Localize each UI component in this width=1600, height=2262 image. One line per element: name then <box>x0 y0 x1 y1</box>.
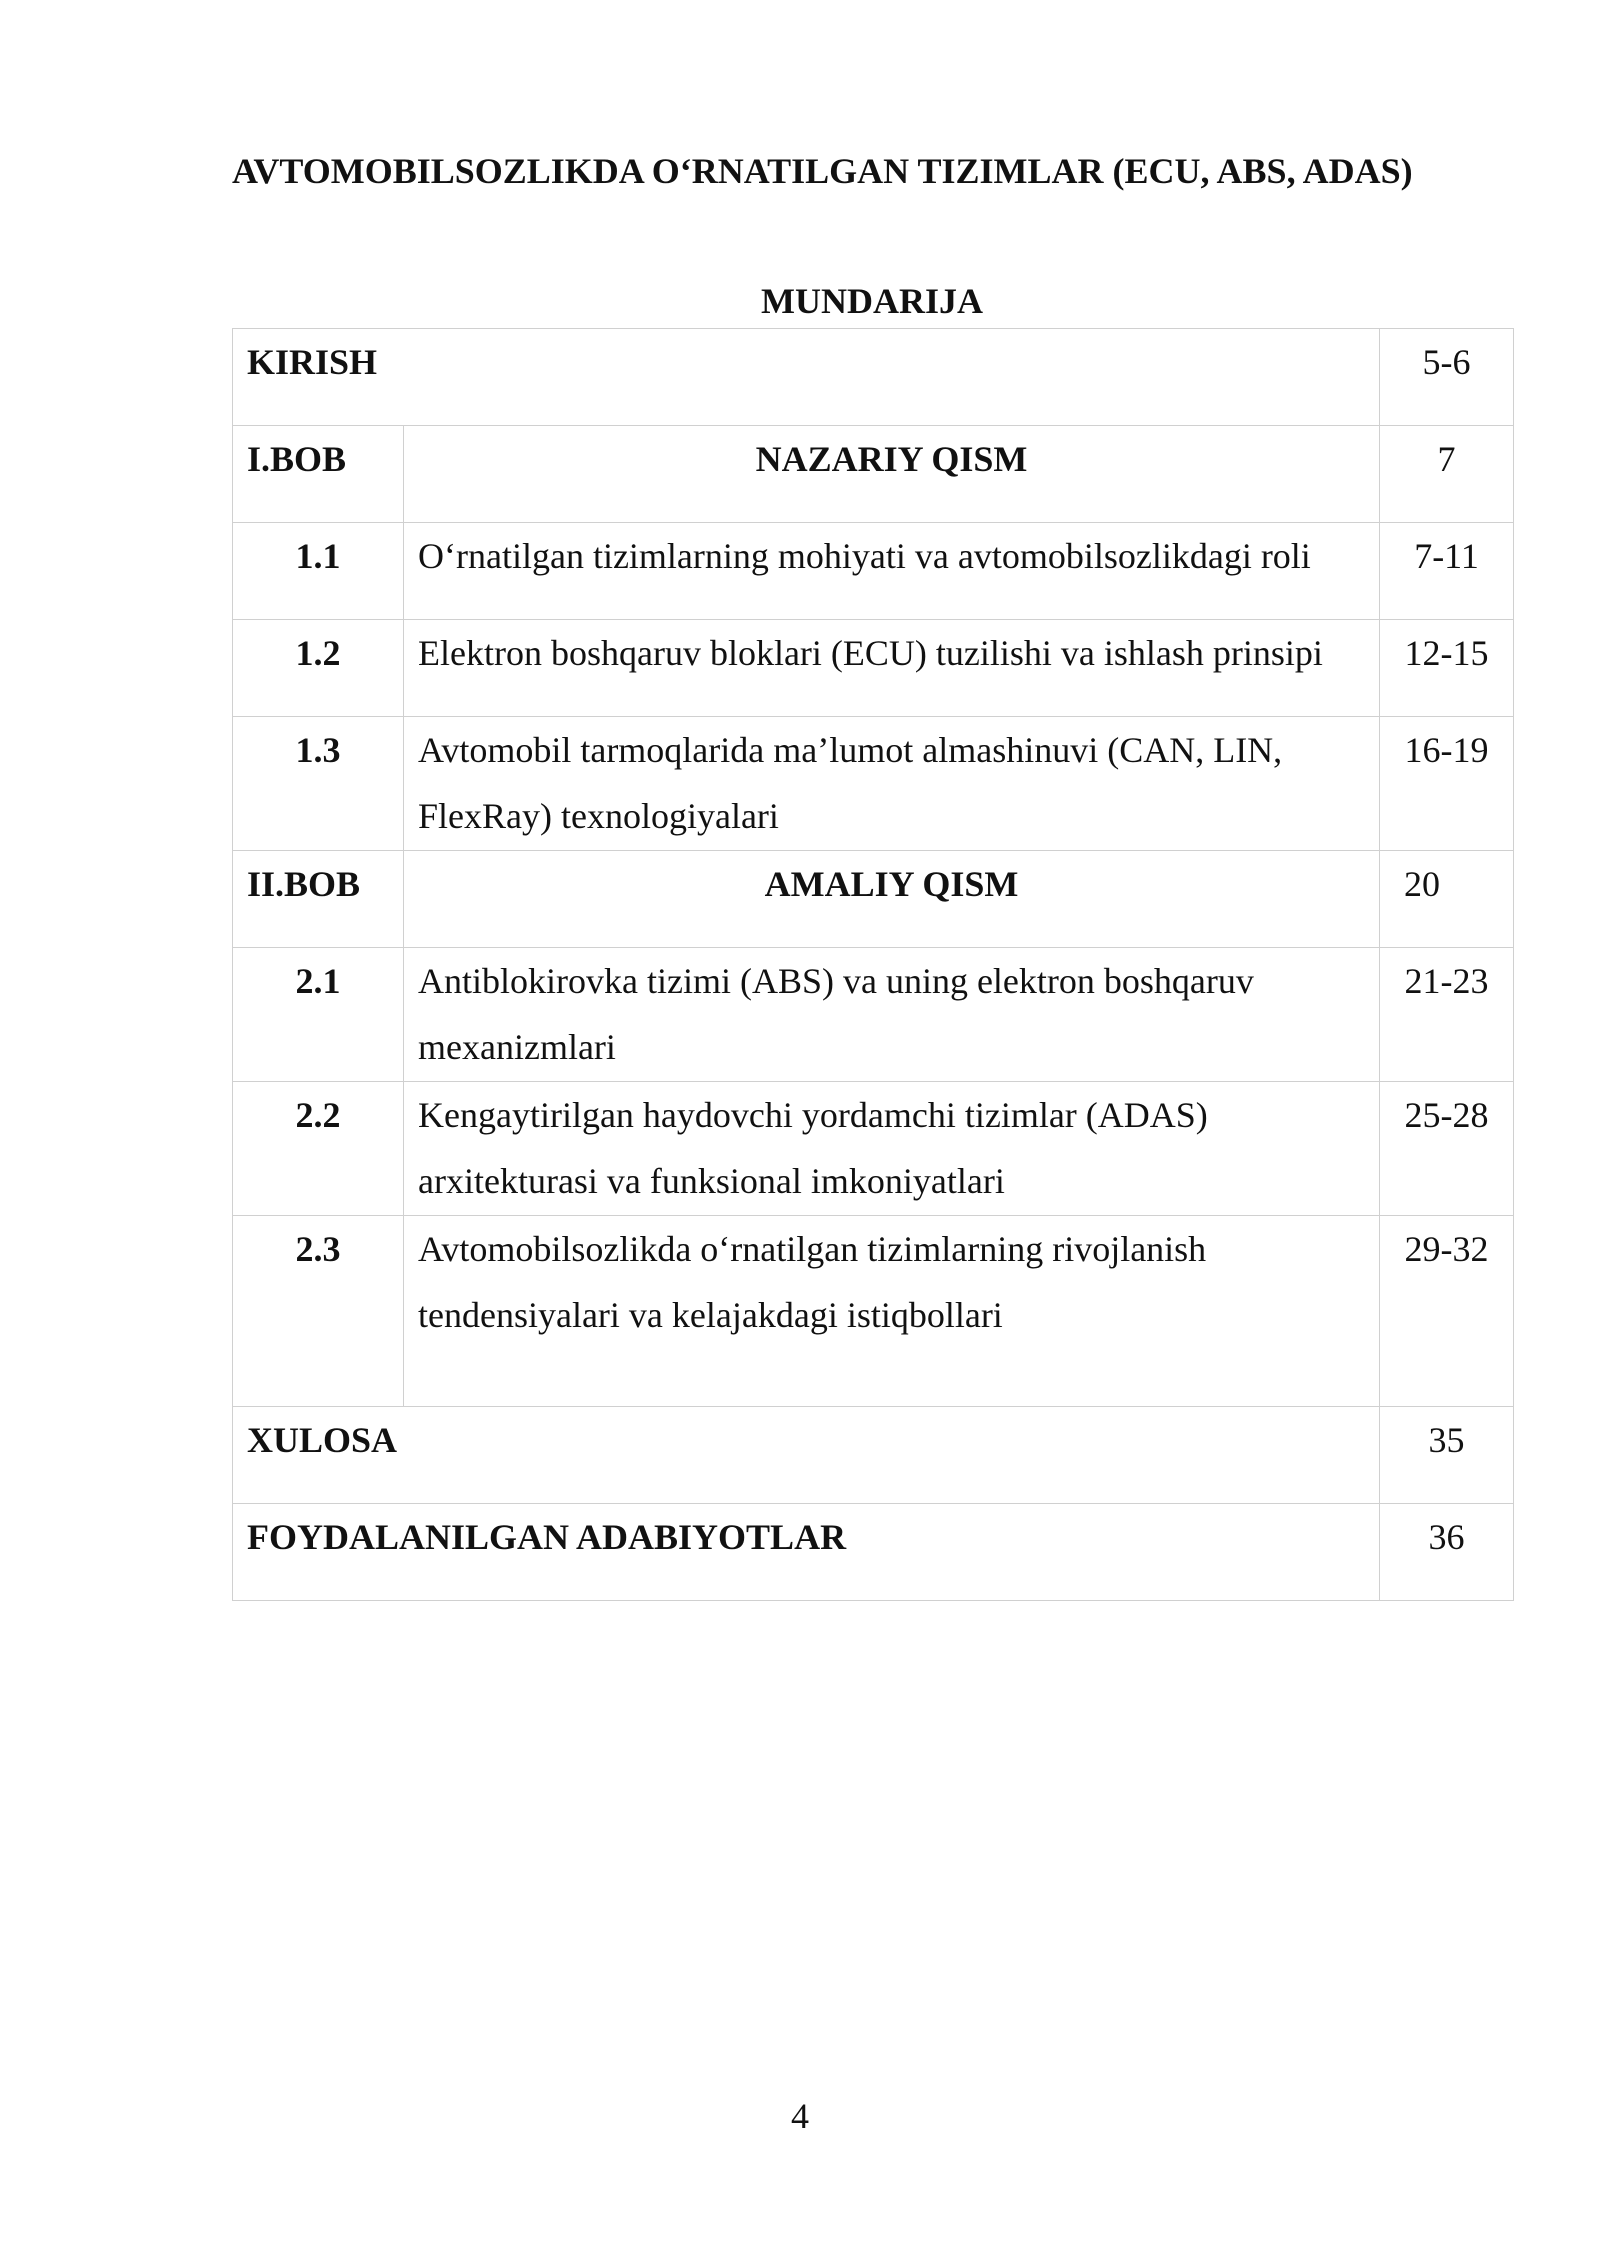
toc-row-section-2-2 <box>233 1082 1514 1216</box>
toc-row-section-2-1 <box>233 948 1514 1082</box>
toc-s2-2-num: 2.2 <box>233 1082 404 1216</box>
toc-s2-2-pages: 25-28 <box>1380 1082 1514 1216</box>
toc-chapter2-label: II.BOB <box>233 851 404 948</box>
document-title: AVTOMOBILSOZLIKDA O‘RNATILGAN TIZIMLAR (ECU, ABS, ADAS) <box>232 151 1413 191</box>
toc-intro-pages: 5-6 <box>1380 329 1514 426</box>
toc-s1-3-title: Avtomobil tarmoqlarida ma’lumot almashinuvi (CAN, LIN, FlexRay) texnologiyalari <box>404 717 1380 851</box>
toc-row-section-1-3 <box>233 717 1514 851</box>
toc-s1-3-num: 1.3 <box>233 717 404 851</box>
toc-heading: MUNDARIJA <box>761 281 983 321</box>
toc-intro-label: KIRISH <box>233 329 1380 426</box>
toc-row-conclusion <box>233 1407 1514 1504</box>
toc-row-intro <box>233 329 1514 426</box>
toc-s1-1-title: O‘rnatilgan tizimlarning mohiyati va avtomobilsozlikdagi roli <box>404 523 1380 620</box>
toc-s2-3-pages: 29-32 <box>1380 1216 1514 1407</box>
table-of-contents <box>232 328 1514 1601</box>
toc-chapter1-pages: 7 <box>1380 426 1514 523</box>
toc-s1-1-pages: 7-11 <box>1380 523 1514 620</box>
toc-s1-2-num: 1.2 <box>233 620 404 717</box>
toc-s2-2-title: Kengaytirilgan haydovchi yordamchi tizimlar (ADAS) arxitekturasi va funksional imkoniyatlari <box>404 1082 1380 1216</box>
toc-chapter2-pages: 20 <box>1380 851 1514 948</box>
toc-references-pages: 36 <box>1380 1504 1514 1601</box>
toc-s2-3-num: 2.3 <box>233 1216 404 1407</box>
toc-row-references <box>233 1504 1514 1601</box>
toc-s1-3-pages: 16-19 <box>1380 717 1514 851</box>
toc-conclusion-label: XULOSA <box>233 1407 1380 1504</box>
toc-s2-1-pages: 21-23 <box>1380 948 1514 1082</box>
toc-chapter2-title: AMALIY QISM <box>404 851 1380 948</box>
toc-row-section-1-2 <box>233 620 1514 717</box>
toc-row-chapter-2 <box>233 851 1514 948</box>
toc-s2-1-title: Antiblokirovka tizimi (ABS) va uning elektron boshqaruv mexanizmlari <box>404 948 1380 1082</box>
toc-s2-1-num: 2.1 <box>233 948 404 1082</box>
toc-chapter1-title: NAZARIY QISM <box>404 426 1380 523</box>
toc-s1-2-pages: 12-15 <box>1380 620 1514 717</box>
toc-s2-3-title: Avtomobilsozlikda o‘rnatilgan tizimlarning rivojlanish tendensiyalari va kelajakdagi istiqbollari <box>404 1216 1380 1407</box>
toc-row-section-1-1 <box>233 523 1514 620</box>
toc-s1-2-title: Elektron boshqaruv bloklari (ECU) tuzilishi va ishlash prinsipi <box>404 620 1380 717</box>
toc-row-section-2-3 <box>233 1216 1514 1407</box>
toc-conclusion-pages: 35 <box>1380 1407 1514 1504</box>
page-number: 4 <box>791 2096 809 2136</box>
toc-s1-1-num: 1.1 <box>233 523 404 620</box>
toc-chapter1-label: I.BOB <box>233 426 404 523</box>
toc-row-chapter-1 <box>233 426 1514 523</box>
toc-references-label: FOYDALANILGAN ADABIYOTLAR <box>233 1504 1380 1601</box>
